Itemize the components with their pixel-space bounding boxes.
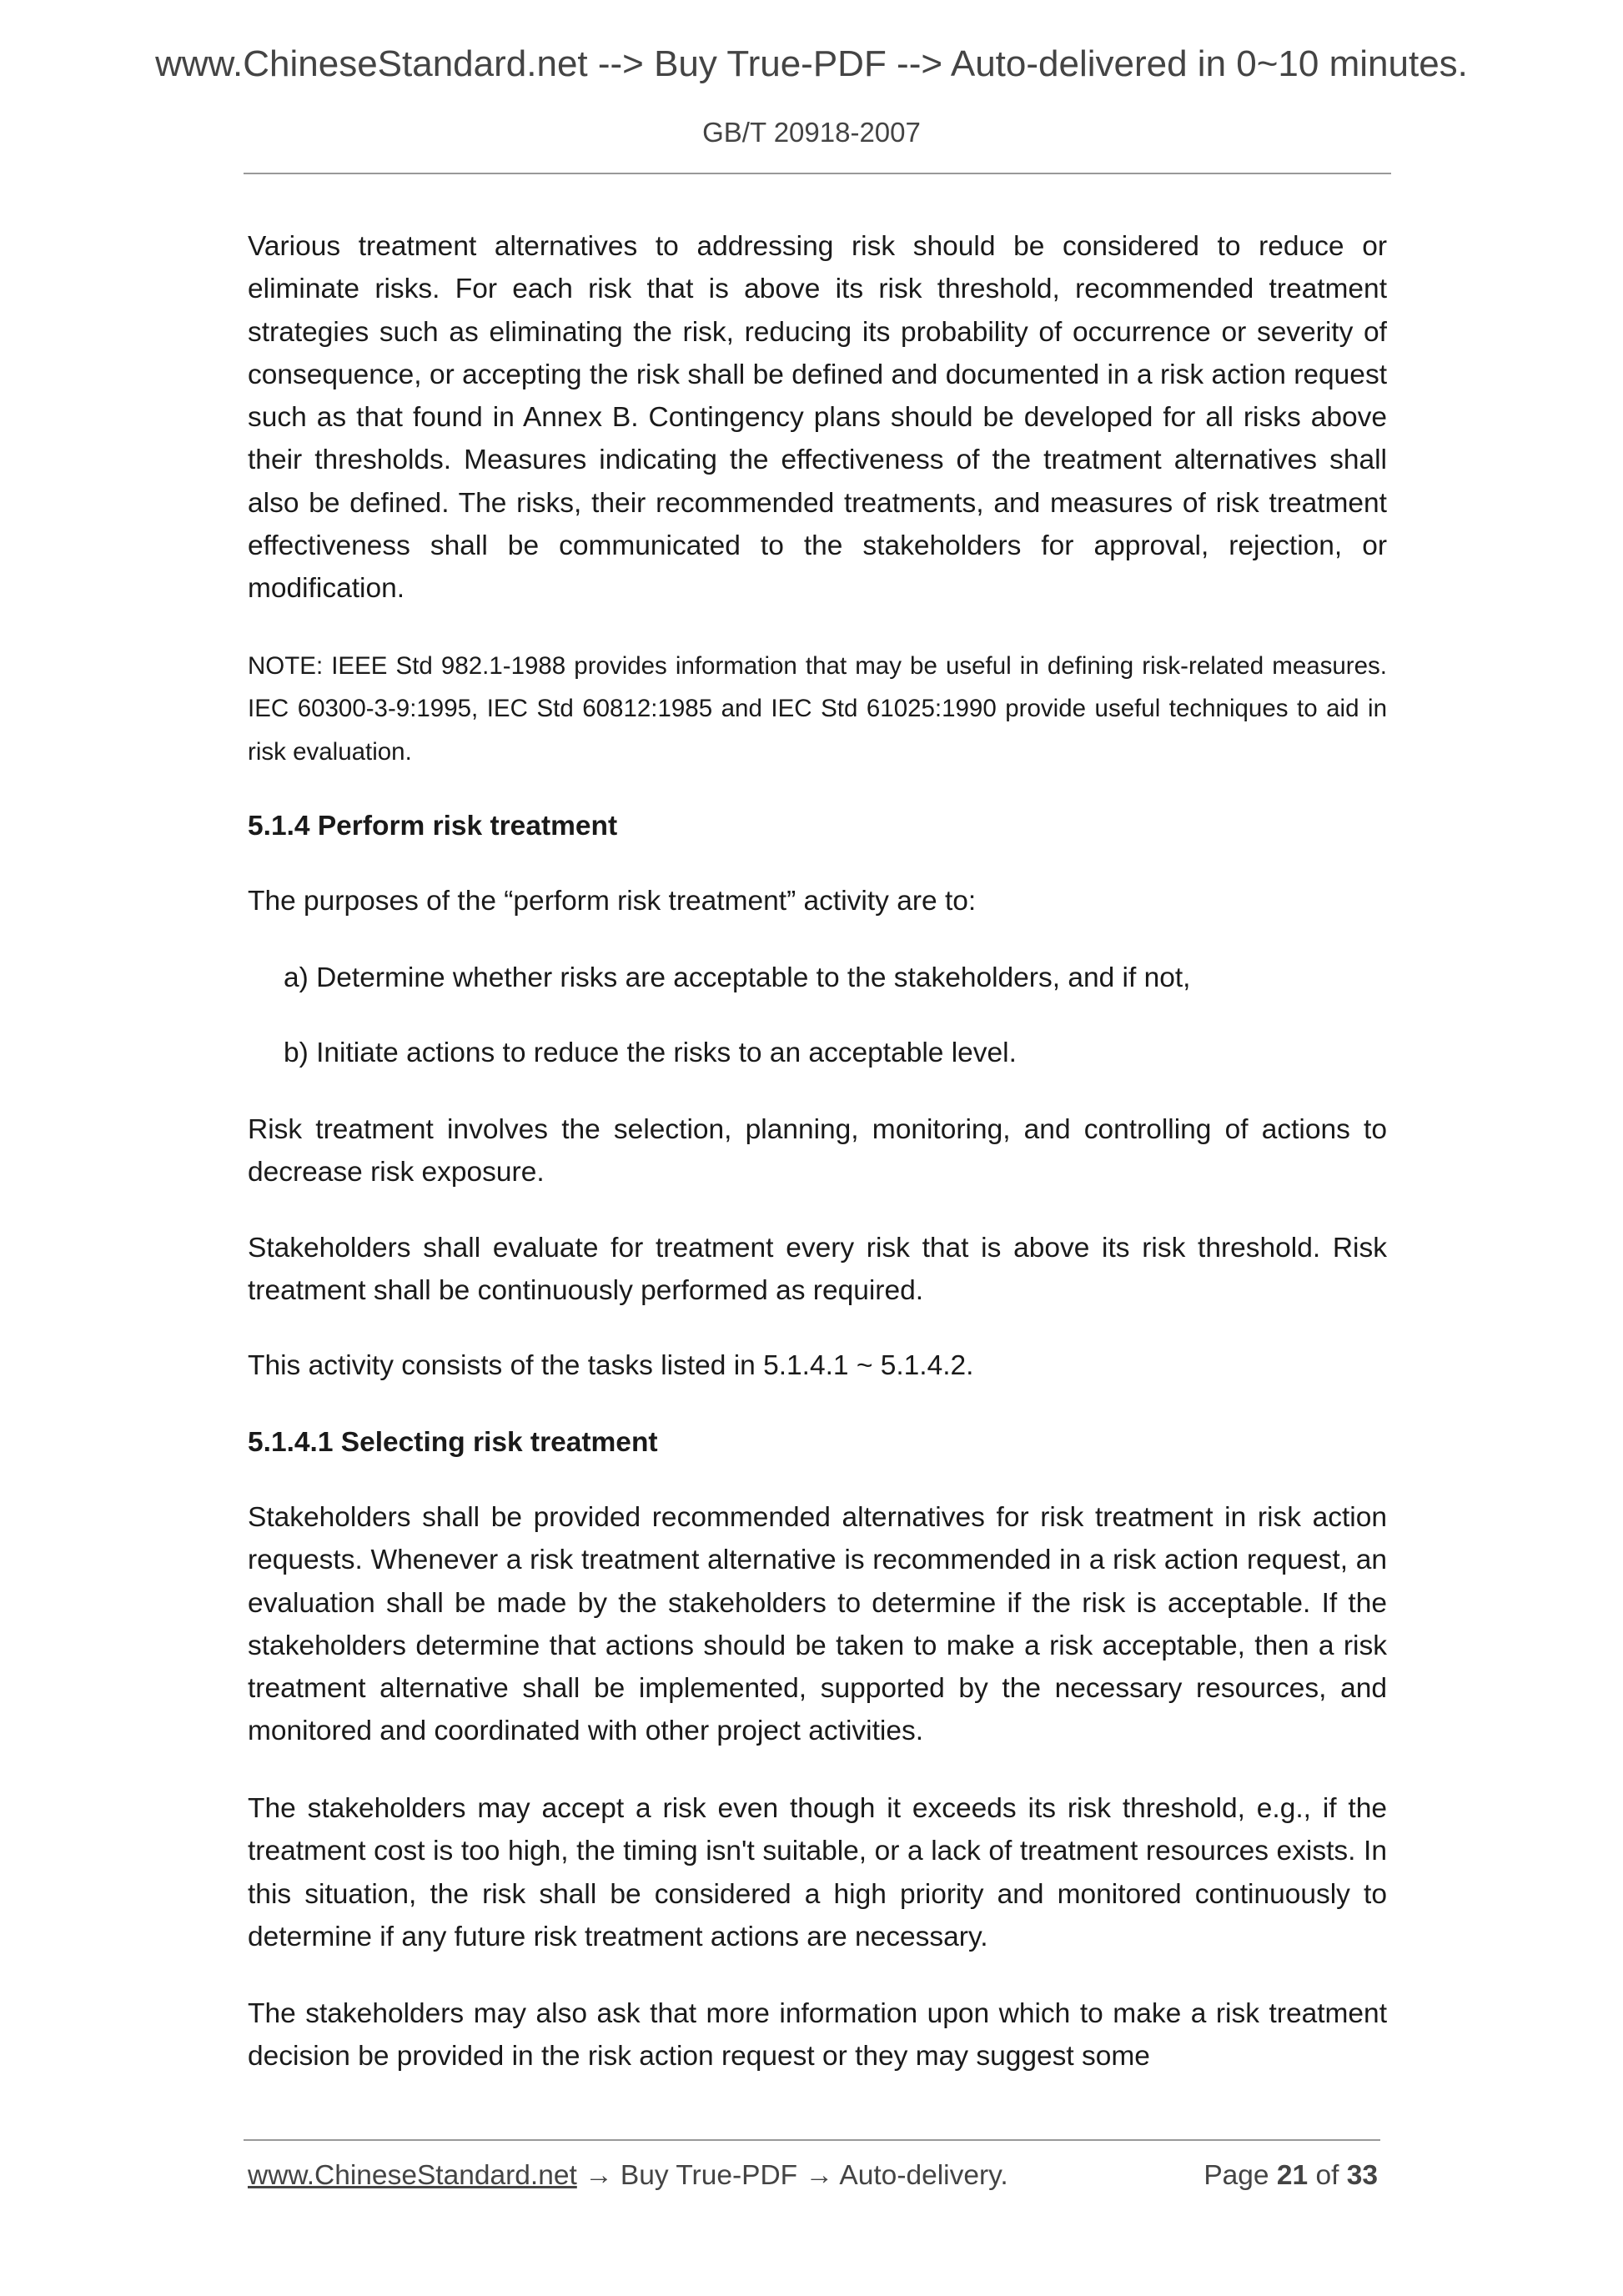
paragraph: Various treatment alternatives to addressing risk should be considered to reduce or eliminate risks. For each risk that is above its risk threshold, recommended treatment strategies such as eliminating the risk, reducing its probability of occurrence or severity of consequence, or accepting the risk shall be defined and documented in a risk action request such as that found in Annex B. Contingency plans should be developed for all risks above their thresholds. Measures indicating the effectiveness of the treatment alternatives shall also be defined. The risks, their recommended treatments, and measures of risk treatment effectiveness shall be communicated to the stakeholders for approval, rejection, or modification. bbox=[248, 231, 1387, 605]
website-link[interactable]: www.ChineseStandard.net bbox=[248, 2160, 577, 2191]
list-item: b) Initiate actions to reduce the risks to an acceptable level. bbox=[284, 1037, 1017, 1068]
header-divider bbox=[244, 173, 1391, 174]
page-label: Page bbox=[1203, 2160, 1269, 2191]
paragraph: This activity consists of the tasks listed in 5.1.4.1 ~ 5.1.4.2. bbox=[248, 1350, 974, 1381]
page-number: 21 bbox=[1276, 2160, 1309, 2191]
paragraph: The stakeholders may accept a risk even though it exceeds its risk threshold, e.g., if the treatment cost is too high, the timing isn't suitable, or a lack of treatment resources exists. In this situation, the risk shall be considered a high priority and monitored continuously to determine if any future risk treatment actions are necessary. bbox=[248, 1793, 1387, 1952]
paragraph: Stakeholders shall be provided recommended alternatives for risk treatment in risk action requests. Whenever a risk treatment alternative is recommended in a risk action request, an evaluation shall be made by the stakeholders to determine if the risk is acceptable. If the stakeholders determine that actions should be taken to make a risk acceptable, then a risk treatment alternative shall be implemented, supported by the necessary resources, and monitored and coordinated with other project activities. bbox=[248, 1502, 1387, 1747]
paragraph: Risk treatment involves the selection, planning, monitoring, and controlling of actions to decrease risk exposure. bbox=[248, 1114, 1387, 1188]
note: NOTE: IEEE Std 982.1-1988 provides information that may be useful in defining risk-related measures. IEC 60300-3-9:1995, IEC Std 60812:1985 and IEC Std 61025:1990 provide useful techniques to aid in risk evaluation. bbox=[248, 652, 1387, 766]
paragraph: The stakeholders may also ask that more information upon which to make a risk treatment decision be provided in the risk action request or they may suggest some bbox=[248, 1998, 1387, 2072]
section-heading: 5.1.4.1 Selecting risk treatment bbox=[248, 1427, 658, 1458]
footer-text: → Buy True-PDF → Auto-delivery. bbox=[576, 2160, 1008, 2191]
document-id: GB/T 20918-2007 bbox=[702, 117, 921, 148]
list-item: a) Determine whether risks are acceptable to the stakeholders, and if not, bbox=[284, 962, 1191, 993]
page-indicator bbox=[1203, 2160, 1378, 2192]
footer-divider bbox=[244, 2139, 1380, 2141]
page-total: 33 bbox=[1346, 2160, 1378, 2191]
header-banner: www.ChineseStandard.net --> Buy True-PDF --> Auto-delivered in 0~10 minutes. bbox=[155, 43, 1468, 84]
paragraph: The purposes of the “perform risk treatment” activity are to: bbox=[248, 886, 977, 917]
of-label: of bbox=[1315, 2160, 1339, 2191]
section-heading: 5.1.4 Perform risk treatment bbox=[248, 811, 618, 842]
footer bbox=[248, 2160, 1378, 2192]
paragraph: Stakeholders shall evaluate for treatment every risk that is above its risk threshold. Risk treatment shall be continuously performed as required. bbox=[248, 1233, 1387, 1307]
